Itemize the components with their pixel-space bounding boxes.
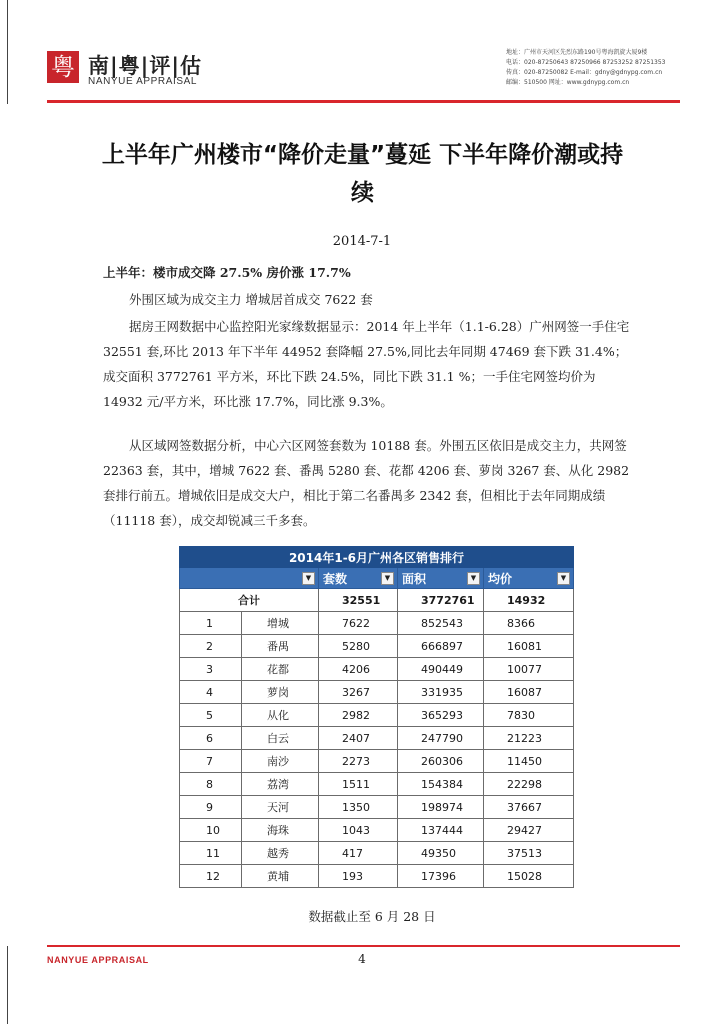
rank-cell: 12 — [180, 865, 242, 888]
paragraph-districts: 从区域网签数据分析，中心六区网签套数为 10188 套。外围五区依旧是成交主力，共网签 22363 套，其中，增城 7622 套、番禺 5280 套、花都 4206 套、萝岗 3267 套、从化 2982 套排行前五。增城依旧是成交大户，相比于第二名番禺多 2342 套，但相比于去年同期成绩（11118 套），成交却锐减三千多套。 — [103, 438, 630, 528]
table-header-row — [180, 568, 574, 589]
rank-cell: 5 — [180, 704, 242, 727]
section-headline: 上半年：楼市成交降 27.5% 房价涨 17.7% — [103, 265, 351, 280]
price-cell: 11450 — [484, 750, 574, 773]
table-row — [180, 658, 574, 681]
rank-cell: 4 — [180, 681, 242, 704]
price-cell: 29427 — [484, 819, 574, 842]
units-cell: 417 — [319, 842, 398, 865]
table-row — [180, 842, 574, 865]
district-cell: 增城 — [242, 612, 319, 635]
filter-dropdown-icon[interactable]: ▼ — [302, 572, 315, 585]
brand-name-en: NANYUE APPRAISAL — [88, 76, 198, 87]
contact-phone: 电话：020-87250643 87250966 87253252 87251353 — [506, 59, 666, 66]
price-cell: 16087 — [484, 681, 574, 704]
area-cell: 490449 — [398, 658, 484, 681]
units-cell: 3267 — [319, 681, 398, 704]
page-number: 4 — [358, 952, 366, 966]
district-cell: 白云 — [242, 727, 319, 750]
header-area — [398, 568, 484, 589]
header-label: 面积 — [402, 571, 427, 586]
area-cell: 49350 — [398, 842, 484, 865]
units-cell: 5280 — [319, 635, 398, 658]
units-cell: 2273 — [319, 750, 398, 773]
filter-dropdown-icon[interactable]: ▼ — [467, 572, 480, 585]
brand-name-cn: 南|粤|评|估 — [88, 54, 203, 78]
table-caption: 2014年1-6月广州各区销售排行 — [180, 547, 574, 568]
units-cell: 2982 — [319, 704, 398, 727]
header-label: 套数 — [323, 571, 348, 586]
table-note: 数据截止至 6 月 28 日 — [308, 909, 436, 924]
rank-cell: 3 — [180, 658, 242, 681]
area-cell: 154384 — [398, 773, 484, 796]
contact-address: 地址：广州市天河区先烈东路190号粤海凯旋大厦9楼 — [506, 49, 648, 56]
table-row — [180, 612, 574, 635]
rank-cell: 8 — [180, 773, 242, 796]
area-cell: 260306 — [398, 750, 484, 773]
price-cell: 37513 — [484, 842, 574, 865]
rank-cell: 2 — [180, 635, 242, 658]
total-label: 合计 — [180, 589, 319, 612]
area-cell: 247790 — [398, 727, 484, 750]
district-cell: 黄埔 — [242, 865, 319, 888]
contact-postcode-web: 邮编：510500 网址：www.gdnypg.com.cn — [506, 79, 630, 86]
units-cell: 1043 — [319, 819, 398, 842]
rank-cell: 7 — [180, 750, 242, 773]
table-row — [180, 704, 574, 727]
units-cell: 1350 — [319, 796, 398, 819]
district-cell: 番禺 — [242, 635, 319, 658]
area-cell: 17396 — [398, 865, 484, 888]
price-cell: 22298 — [484, 773, 574, 796]
header-district — [180, 568, 319, 589]
table-row — [180, 635, 574, 658]
rank-cell: 9 — [180, 796, 242, 819]
district-cell: 南沙 — [242, 750, 319, 773]
area-cell: 365293 — [398, 704, 484, 727]
sort-dropdown-icon[interactable]: ▼ — [381, 572, 394, 585]
filter-dropdown-icon[interactable]: ▼ — [557, 572, 570, 585]
table-row — [180, 865, 574, 888]
article-title: 上半年广州楼市“降价走量”蔓延 下半年降价潮或持续 — [101, 142, 624, 206]
district-cell: 荔湾 — [242, 773, 319, 796]
table-row — [180, 773, 574, 796]
article-date: 2014-7-1 — [332, 234, 392, 249]
district-cell: 萝岗 — [242, 681, 319, 704]
table-caption-row — [180, 547, 574, 568]
units-cell: 4206 — [319, 658, 398, 681]
price-cell: 8366 — [484, 612, 574, 635]
units-cell: 7622 — [319, 612, 398, 635]
rank-cell: 11 — [180, 842, 242, 865]
header-label — [180, 571, 184, 585]
rank-cell: 10 — [180, 819, 242, 842]
table-row — [180, 750, 574, 773]
rank-cell: 6 — [180, 727, 242, 750]
price-cell: 21223 — [484, 727, 574, 750]
header-divider — [47, 100, 680, 103]
price-cell: 15028 — [484, 865, 574, 888]
header-price — [484, 568, 574, 589]
price-cell: 16081 — [484, 635, 574, 658]
area-cell: 852543 — [398, 612, 484, 635]
contact-fax-email: 传真：020-87250082 E-mail：gdny@gdnypg.com.cn — [506, 69, 663, 76]
table-row — [180, 819, 574, 842]
area-cell: 331935 — [398, 681, 484, 704]
header-label: 均价 — [488, 571, 513, 586]
contact-info — [506, 48, 706, 88]
units-cell: 2407 — [319, 727, 398, 750]
table-row — [180, 727, 574, 750]
district-sales-table — [179, 546, 574, 888]
total-area: 3772761 — [398, 589, 484, 612]
area-cell: 198974 — [398, 796, 484, 819]
header-units — [319, 568, 398, 589]
rank-cell: 1 — [180, 612, 242, 635]
district-cell: 海珠 — [242, 819, 319, 842]
units-cell: 193 — [319, 865, 398, 888]
total-price: 14932 — [484, 589, 574, 612]
district-cell: 从化 — [242, 704, 319, 727]
section-subhead: 外围区域为成交主力 增城居首成交 7622 套 — [129, 292, 373, 307]
district-cell: 花都 — [242, 658, 319, 681]
table-total-row — [180, 589, 574, 612]
price-cell: 7830 — [484, 704, 574, 727]
footer-brand: NANYUE APPRAISAL — [47, 955, 149, 965]
district-cell: 越秀 — [242, 842, 319, 865]
logo-icon: 粤 — [47, 51, 79, 83]
area-cell: 666897 — [398, 635, 484, 658]
table-row — [180, 681, 574, 704]
table-row — [180, 796, 574, 819]
paragraph-overview: 据房王网数据中心监控阳光家缘数据显示：2014 年上半年（1.1-6.28）广州网签一手住宅 32551 套,环比 2013 年下半年 44952 套降幅 27.5%,同比去年同期 47469 套下跌 31.4%；成交面积 3772761 平方米，环比下跌 24.5%，同比下跌 31.1 %；一手住宅网签均价为 14932 元/平方米，环比涨 17.7%，同比涨 9.3%。 — [103, 319, 630, 409]
table-body — [180, 612, 574, 888]
footer-divider — [47, 945, 680, 947]
price-cell: 10077 — [484, 658, 574, 681]
total-units: 32551 — [319, 589, 398, 612]
units-cell: 1511 — [319, 773, 398, 796]
area-cell: 137444 — [398, 819, 484, 842]
price-cell: 37667 — [484, 796, 574, 819]
district-cell: 天河 — [242, 796, 319, 819]
page-edge-line — [7, 0, 8, 104]
